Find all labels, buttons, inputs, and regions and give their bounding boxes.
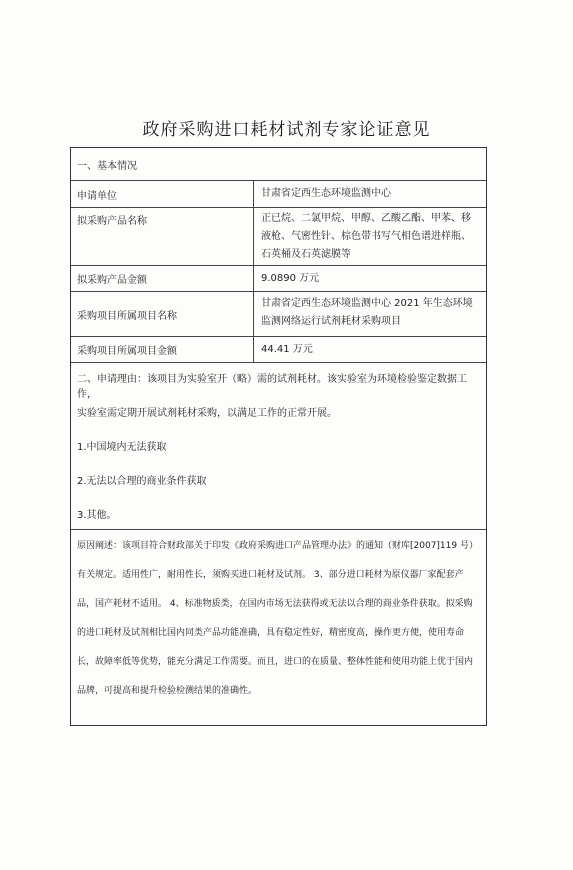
option-domestic-unavailable: 1.中国境内无法获取 [77,442,167,453]
document-title: 政府采购进口耗材试剂专家论证意见 [142,120,431,140]
row-label-product-name: 拟采购产品名称 [71,208,254,265]
row-value-applicant: 甘肃省定西生态环境监测中心 [261,188,391,199]
section-basic-header: 一、基本情况 [77,160,137,172]
table-row [71,265,486,291]
option-commercial-terms: 2.无法以合理的商业条件获取 [77,476,207,487]
table-row [71,180,486,207]
row-value-project-amount: 44.41 万元 [261,343,313,355]
row-label-applicant: 申请单位 [71,181,254,207]
opinion-form [70,147,487,726]
reason-text-line2: 实验室需定期开展试剂耗材采购，以满足工作的正常开展。 [77,408,337,419]
table-row [71,207,486,265]
option-other: 3.其他。 [77,510,117,521]
section-basis-row [71,529,486,725]
table-row [71,336,486,362]
row-value-product-amount: 9.0890 万元 [261,272,320,284]
section-reason [71,363,486,529]
row-label-product-amount: 拟采购产品金额 [71,266,254,291]
reason-text-line1: 二、申请理由：该项目为实验室开（略）需的试剂耗材。该实验室为环境检验鉴定数据工作， [77,374,467,400]
reason-explanation: 原因阐述：该项目符合财政部关于印发《政府采购进口产品管理办法》的通知（财库[2007]119 号）有关规定。适用性广，耐用性长，须购买进口耗材及试剂。 3、部分进口耗材为原仪器厂家配套产品，国产耗材不适用。 4、标准物质类，在国内市场无法获得或无法以合理的商业条件获取。拟采购的进口耗材及试剂相比国内同类产品功能准确，具有稳定性好，精密度高，操作更方便，使用寿命长，故障率低等优势，能充分满足工作需要。而且，进口的在质量、整体性能和使用功能上优于国内品牌，可提高和提升检验检测结果的准确性。 [77,541,478,696]
row-value-product-name: 正已烷、二氯甲烷、甲醇、乙酸乙酯、甲苯、移液枪、气密性针、棕色带书写气相色谱进样瓶、石英桶及石英滤膜等 [261,213,471,260]
table-row [71,291,486,336]
row-label-project-name: 采购项目所属项目名称 [71,292,254,336]
section-reason-row [71,362,486,529]
row-value-project-name: 甘肃省定西生态环境监测中心 2021 年生态环境监测网络运行试剂耗材采购项目 [261,298,473,327]
row-label-project-amount: 采购项目所属项目金额 [71,337,254,362]
section-basic-header-row [71,148,486,180]
